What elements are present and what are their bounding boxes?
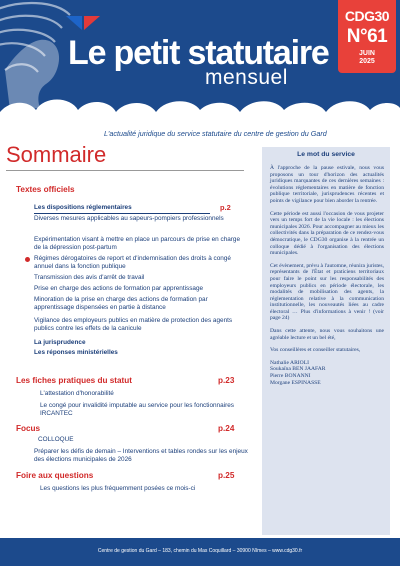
issue-number: N°61 bbox=[346, 26, 388, 47]
list-item[interactable]: L'attestation d'honorabilité bbox=[40, 390, 114, 397]
subsection-page: p.2 bbox=[220, 203, 231, 212]
section-fiches-pratiques[interactable]: Les fiches pratiques du statut bbox=[16, 376, 133, 385]
section-focus[interactable]: Focus bbox=[16, 424, 41, 433]
signatory: Pierre BONANNI bbox=[270, 373, 311, 380]
mot-du-service-text bbox=[270, 165, 384, 386]
mot-du-service-box bbox=[262, 147, 390, 535]
list-item[interactable]: Le congé pour invalidité imputable au service pour les fonctionnaires IRCANTEC bbox=[40, 402, 234, 418]
subsection-dispositions[interactable]: Les dispositions réglementaires bbox=[34, 204, 132, 211]
section-page: p.24 bbox=[218, 424, 235, 433]
list-item[interactable]: Prise en charge des actions de formation par apprentissage bbox=[34, 285, 204, 292]
signatory: Soukaïna BEN JAAFAR bbox=[270, 366, 326, 373]
section-foire-aux-questions[interactable]: Foire aux questions bbox=[16, 471, 94, 480]
list-item[interactable]: Minoration de la prise en charge des actions de formation par apprentissage dispensées en partie à distance bbox=[34, 296, 208, 312]
signatory: Morgane ESPINASSE bbox=[270, 379, 321, 386]
subsection-jurisprudence[interactable]: La jurisprudence bbox=[34, 339, 86, 346]
subsection-reponses-ministerielles[interactable]: Les réponses ministérielles bbox=[34, 349, 118, 356]
newsletter-title: Le petit statutaire bbox=[68, 34, 329, 72]
list-item[interactable]: Les questions les plus fréquemment posées ce mois-ci bbox=[40, 485, 196, 492]
signatory: Nathalie ARIOLI bbox=[270, 359, 309, 366]
issue-year: 2025 bbox=[359, 58, 375, 65]
list-item[interactable]: Préparer les défis de demain – Interventions et tables rondes sur les enjeux des élections municipales de 2026 bbox=[34, 448, 248, 464]
section-page: p.23 bbox=[218, 376, 235, 385]
list-item[interactable]: Régimes dérogatoires de report et d'indemnisation des droits à congé annuel dans la fonction publique bbox=[34, 255, 248, 271]
footer-text: Centre de gestion du Gard – 183, chemin du Mas Coquillard – 30900 Nîmes – www.cdg30.fr bbox=[97, 548, 303, 554]
section-page: p.25 bbox=[218, 471, 235, 480]
list-item[interactable]: Diverses mesures applicables au sapeurs-pompiers professionnels bbox=[34, 215, 224, 222]
paragraph: Cet évènement, prévu à l'automne, réunira juristes, représentants de l'État et praticiens territoriaux pour faire le point sur les responsabilités des employeurs publics en période électorale, les modalités de mobilisation des agents, la réglementation relative à la communication institutionnelle, les nouveautés liées au cadre électoral … Plus d'informations à venir ! (voir page 24) bbox=[270, 262, 384, 322]
paragraph: Dans cette attente, nous vous souhaitons une agréable lecture et un bel été, bbox=[270, 328, 384, 341]
section-textes-officiels[interactable]: Textes officiels bbox=[16, 185, 75, 194]
sommaire-divider bbox=[6, 170, 244, 171]
list-item[interactable]: Vigilance des employeurs publics en matière de protection des agents publics contre les effets de la canicule bbox=[34, 317, 233, 333]
issue-org: CDG30 bbox=[344, 8, 390, 24]
cloud-border-decoration bbox=[0, 88, 400, 128]
newsletter-subtitle: mensuel bbox=[205, 66, 288, 89]
paragraph: Vos conseillères et conseiller statutaires, bbox=[270, 347, 361, 354]
issue-badge bbox=[338, 0, 396, 73]
focus-label: COLLOQUE bbox=[38, 436, 74, 443]
list-item[interactable]: Expérimentation visant à mettre en place un parcours de prise en charge de la dépression post-partum bbox=[34, 236, 241, 252]
footer-bar bbox=[0, 538, 400, 566]
issue-month: JUIN bbox=[359, 50, 375, 57]
list-item[interactable]: Transmission des avis d'arrêt de travail bbox=[34, 274, 145, 281]
sommaire-heading: Sommaire bbox=[6, 142, 107, 167]
paragraph: À l'approche de la pause estivale, nous vous proposons un tour d'horizon des actualités juridiques marquantes de ces dernières semaines : évolutions réglementaires en matière de fonction publique territoriale, jurisprudences récentes et points de vigilance pour bien aborder la rentrée. bbox=[270, 165, 384, 204]
mot-du-service-title: Le mot du service bbox=[297, 151, 355, 158]
paragraph: Cette période est aussi l'occasion de vous projeter vers un temps fort de la vie locale : les élections municipales 2026. Pour accompagner au mieux les collectivités dans la préparation de ce rendez-vous démocratique, le CDG30 organise à la rentrée un colloque dédié à l'organisation des élections municipales. bbox=[270, 210, 384, 257]
subsection-underline bbox=[34, 213, 210, 214]
tagline: L'actualité juridique du service statutaire du centre de gestion du Gard bbox=[104, 129, 327, 138]
